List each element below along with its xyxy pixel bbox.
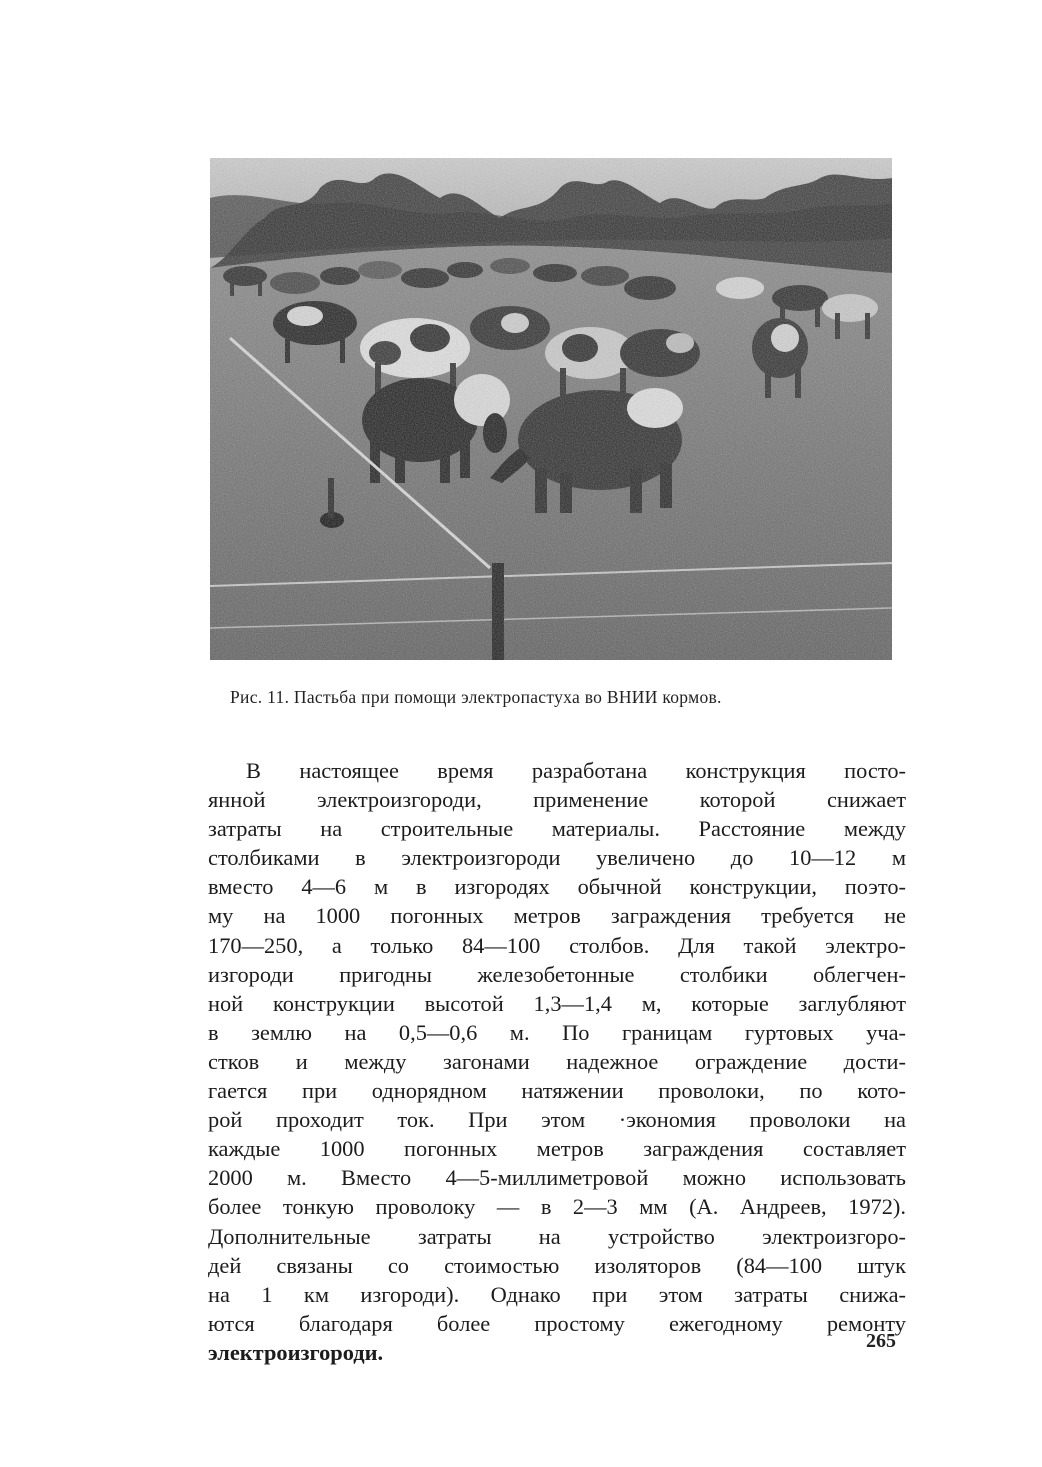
text-line: электроизгороди. xyxy=(208,1339,384,1365)
text-line: ются благодаря более простому ежегодному ремонту xyxy=(208,1310,906,1336)
text-line: В настоящее время разработана конструкция посто- xyxy=(246,758,906,783)
figure-caption: Рис. 11. Пастьба при помощи электропастуха во ВНИИ кормов. xyxy=(230,687,722,707)
body-paragraph xyxy=(208,756,906,1367)
text-line: рой проходит ток. При этом ·экономия проволоки на xyxy=(208,1107,906,1133)
text-line: каждые 1000 погонных метров заграждения составляет xyxy=(208,1136,906,1162)
text-line: му на 1000 погонных метров заграждения требуется не xyxy=(208,903,906,929)
text-line: стков и между загонами надежное ограждение дости- xyxy=(208,1048,906,1074)
text-line: 2000 м. Вместо 4—5-миллиметровой можно использовать xyxy=(208,1165,906,1191)
text-line: гается при однорядном натяжении проволоки, по кото- xyxy=(208,1078,906,1104)
text-line: Дополнительные затраты на устройство электроизгоро- xyxy=(208,1223,906,1249)
text-line: в землю на 0,5—0,6 м. По границам гуртовых уча- xyxy=(208,1019,906,1045)
text-line: ной конструкции высотой 1,3—1,4 м, которые заглубляют xyxy=(208,990,906,1016)
text-line: на 1 км изгороди). Однако при этом затраты снижа- xyxy=(208,1281,906,1307)
cows-grazing-photo xyxy=(210,158,892,660)
text-line: более тонкую проволоку — в 2—3 мм (А. Андреев, 1972). xyxy=(208,1194,906,1220)
text-line: янной электроизгороди, применение которой снижает xyxy=(208,787,906,813)
text-line: дей связаны со стоимостью изоляторов (84—100 штук xyxy=(208,1252,906,1278)
text-line: вместо 4—6 м в изгородях обычной конструкции, поэто- xyxy=(208,874,906,900)
text-line: 170—250, а только 84—100 столбов. Для такой электро- xyxy=(208,932,906,958)
page-number: 265 xyxy=(866,1330,896,1352)
photo-grain xyxy=(210,158,892,660)
text-line: столбиками в электроизгороди увеличено до 10—12 м xyxy=(208,845,906,871)
text-line: изгороди пригодны железобетонные столбики облегчен- xyxy=(208,961,906,987)
text-line: затраты на строительные материалы. Расстояние между xyxy=(208,816,906,842)
